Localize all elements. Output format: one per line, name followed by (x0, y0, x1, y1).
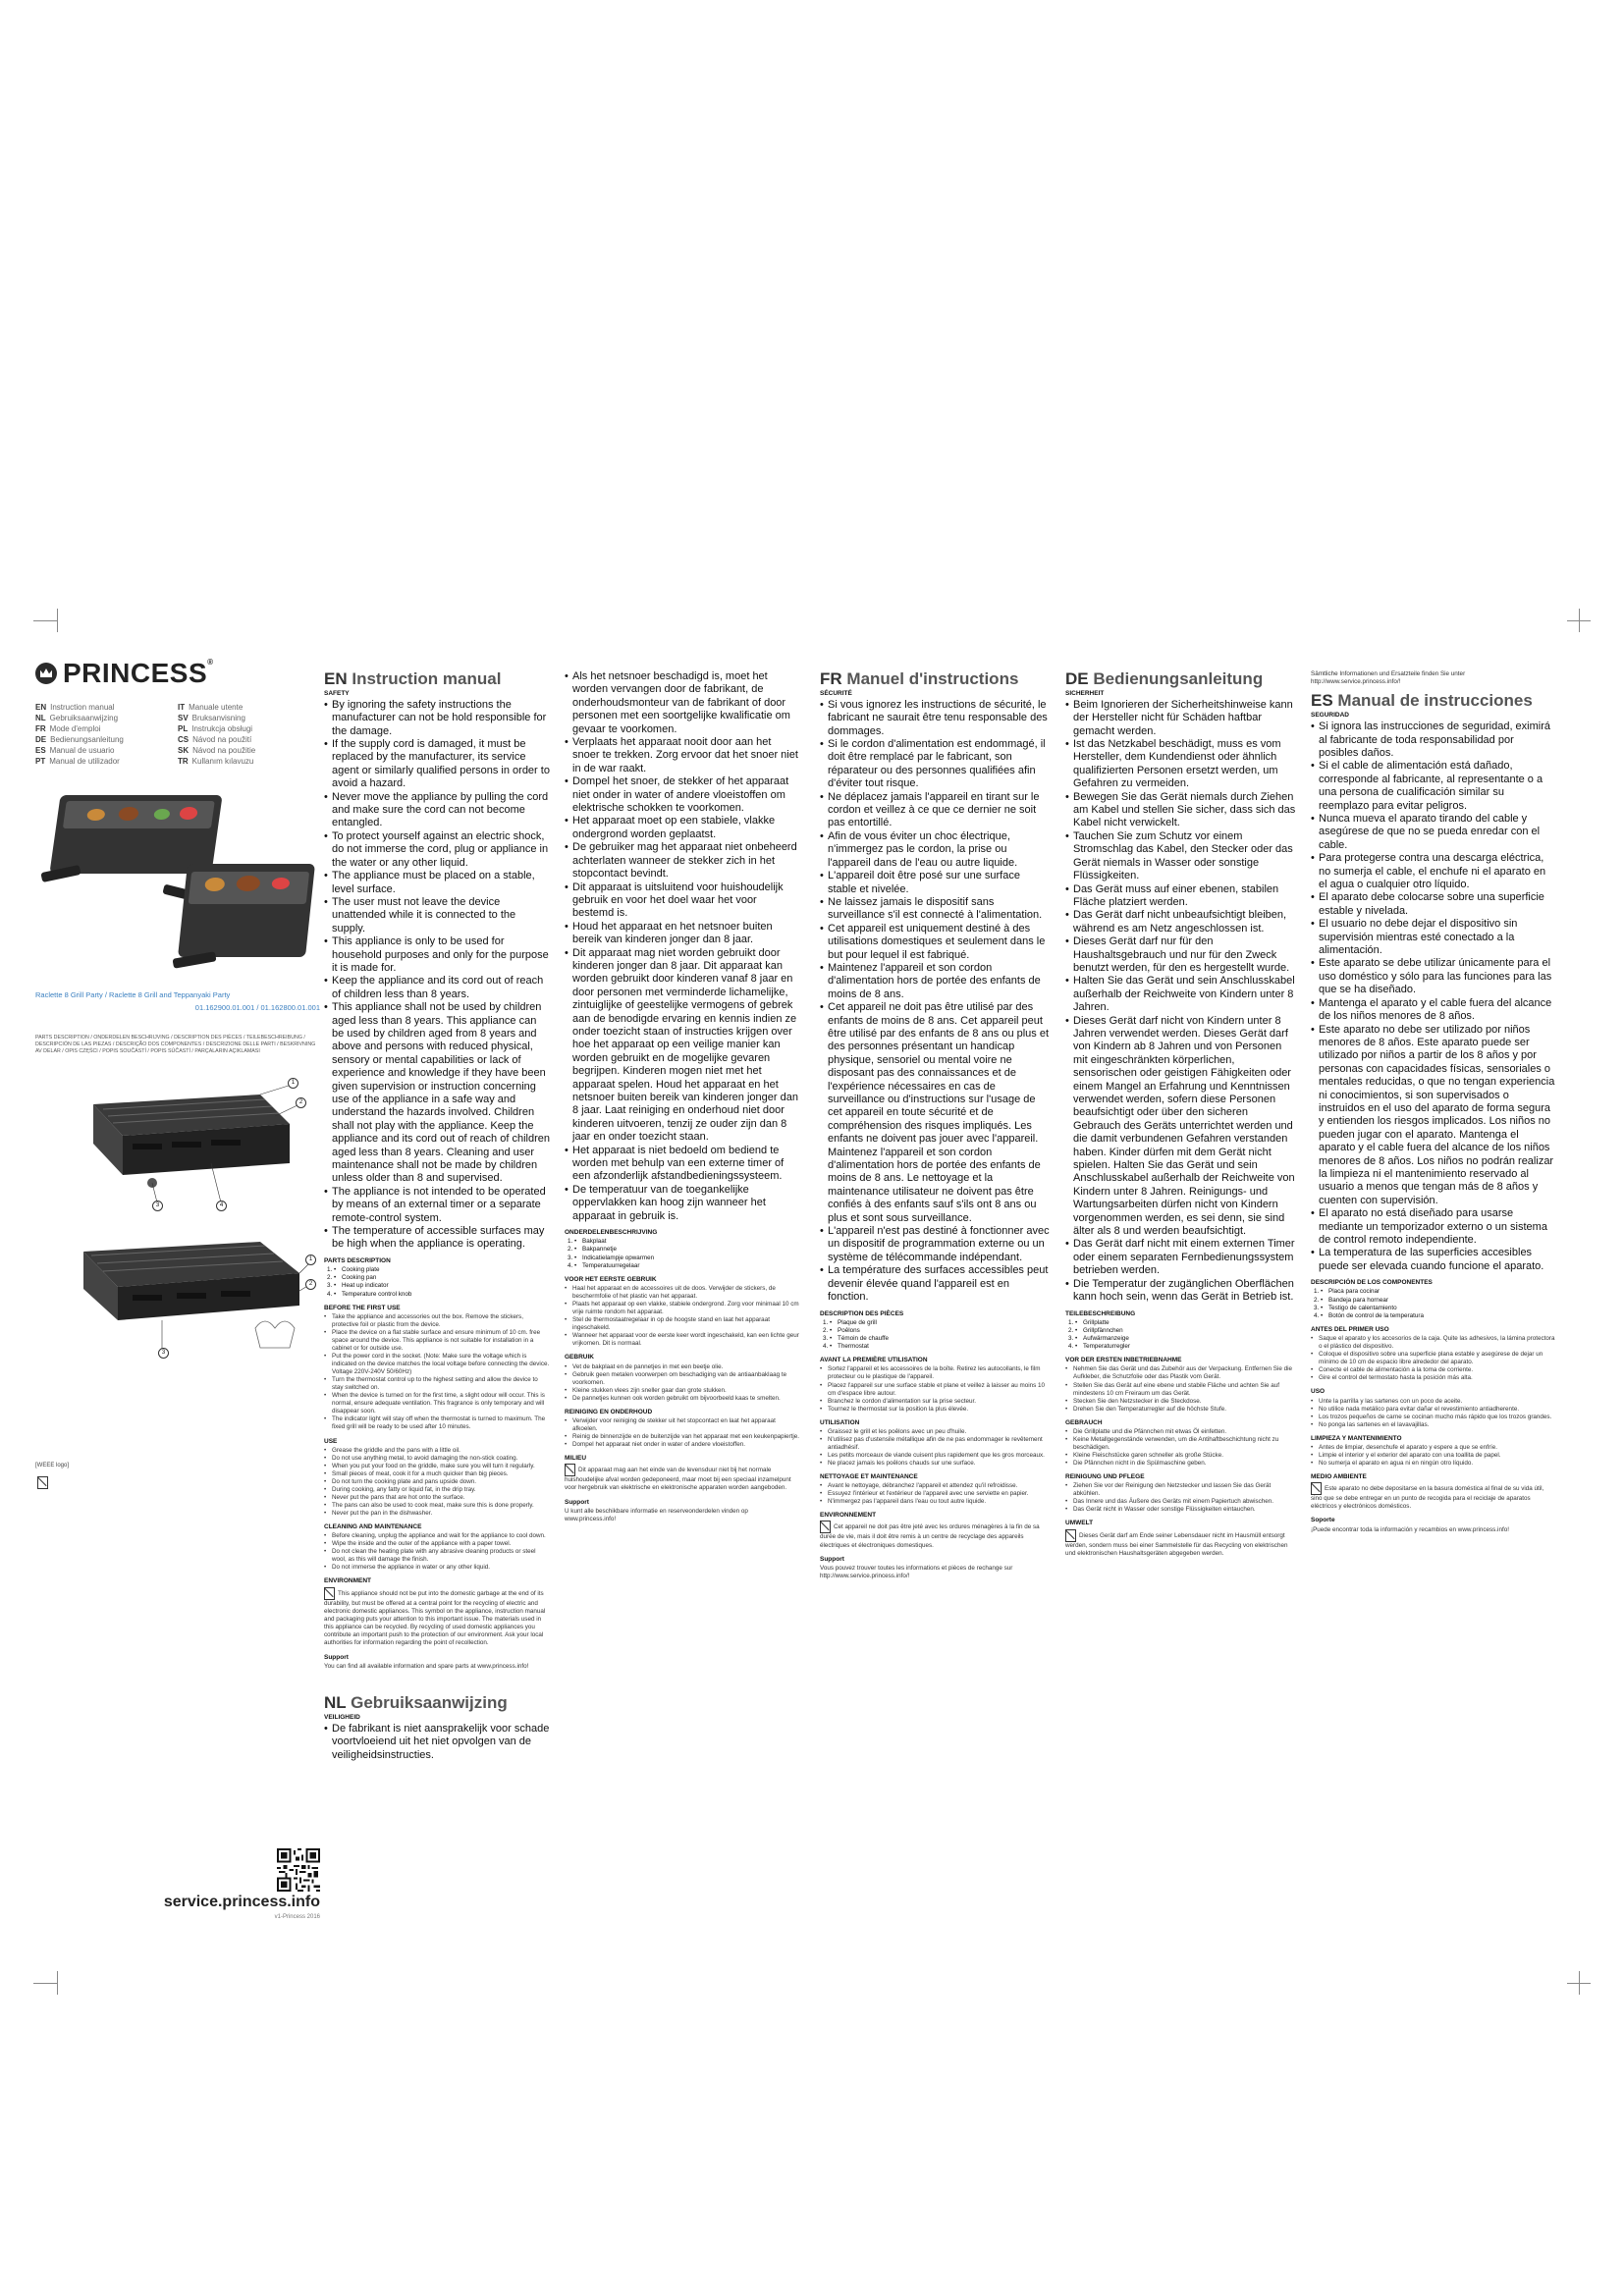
list-item: • To protect yourself against an electric shock, do not immerse the cord, plug or appliance in the water or any other liquid. (324, 830, 550, 870)
list-item: • Dompel het snoer, de stekker of het apparaat niet onder in water of andere vloeistoffen om elektrische schokken te voorkomen. (565, 775, 800, 815)
list-item: • Drehen Sie den Temperaturregler auf die höchste Stufe. (1065, 1406, 1296, 1414)
list-item: • This appliance shall not be used by children aged less than 8 years. This appliance can be used by children aged from 8 years and above and persons with reduced physical, sensory or mental capabilities or lack of experience and knowledge if they have been given supervision or instruction concerning use of the appliance in a safe way and understand the hazards involved. Children shall not play with the appliance. Keep the appliance and its cord out of reach of children aged less than 8 years. Cleaning and user maintenance shall not be made by children unless older than 8 and supervised. (324, 1001, 550, 1186)
nl-before-heading: VOOR HET EERSTE GEBRUIK (565, 1275, 657, 1283)
crop-mark (33, 620, 57, 621)
list-item: • Do not clean the heating plate with any abrasive cleaning products or steel wool, as this will damage the finish. (324, 1548, 550, 1564)
nl-before-list (565, 1285, 800, 1348)
nl-parts-list (565, 1238, 800, 1270)
list-item: • Limpie el interior y el exterior del aparato con una toallita de papel. (1311, 1452, 1556, 1460)
nl-use-heading: GEBRUIK (565, 1354, 594, 1362)
list-item: • Graissez le grill et les poêlons avec un peu d'huile. (820, 1428, 1051, 1436)
language-item (178, 735, 320, 744)
list-item: • 1. Bakplaat (574, 1238, 800, 1246)
list-item: • Dit apparaat is uitsluitend voor huishoudelijk gebruik en voor het doel waar het voor bestemd is. (565, 881, 800, 921)
es-cleaning-heading: LIMPIEZA Y MANTENIMIENTO (1311, 1434, 1402, 1442)
language-name: Gebruiksaanwijzing (49, 714, 119, 722)
en-cleaning-heading: CLEANING AND MAINTENANCE (324, 1523, 422, 1531)
en-support-text: You can find all available information and spare parts at www.princess.info! (324, 1662, 529, 1670)
product-name: Raclette 8 Grill Party / Raclette 8 Grill and Teppanyaki Party (35, 990, 231, 999)
list-item: • Die Temperatur der zugänglichen Oberflächen kann hoch sein, wenn das Gerät in Betrieb ist. (1065, 1278, 1296, 1305)
de-parts-list (1065, 1319, 1296, 1352)
list-item: • Tournez le thermostat sur la position la plus élevée. (820, 1406, 1051, 1414)
list-item: • 4. Thermostat (830, 1343, 1051, 1351)
list-item: • No ponga las sartenes en el lavavajillas. (1311, 1421, 1556, 1429)
language-code: PT (35, 757, 46, 766)
language-name: Instrukcja obsługi (191, 724, 253, 733)
es-support-heading: Soporte (1311, 1517, 1335, 1524)
list-item: • 1. Cooking plate (334, 1266, 550, 1274)
fr-parts-heading: DESCRIPTION DES PIÈCES (820, 1309, 904, 1317)
language-item (178, 724, 320, 733)
list-item: • Do not use anything metal, to avoid damaging the non-stick coating. (324, 1455, 550, 1463)
en-parts-heading: PARTS DESCRIPTION (324, 1256, 391, 1264)
list-item: • Small pieces of meat, cook it for a much quicker than big pieces. (324, 1470, 550, 1478)
list-item: • Dieses Gerät darf nur für den Haushaltsgebrauch und nur für den Zweck benutzt werden, für den es hergestellt wurde. (1065, 935, 1296, 975)
de-support-text: Sämtliche Informationen und Ersatzteile finden Sie unter http://www.service.princess.info/! (1311, 670, 1466, 686)
list-item: • Das Gerät muss auf einer ebenen, stabilen Fläche platziert werden. (1065, 883, 1296, 910)
es-before-list (1311, 1335, 1556, 1382)
language-item (178, 757, 320, 766)
brand-name: PRINCESS (63, 658, 208, 688)
list-item: • Dit apparaat mag niet worden gebruikt door kinderen jonger dan 8 jaar. Dit apparaat kan worden gebruikt door kinderen vanaf 8 jaar en door personen met verminderde lichamelijke, zintuiglijke of geestelijke vermogens of gebrek aan de benodigde ervaring en kennis indien ze onder toezicht staan of instructies krijgen over hoe het apparaat op een veilige manier kan worden gebruikt en de mogelijke gevaren begrijpen. Kinderen mogen niet met het apparaat spelen. Houd het apparaat en het netsnoer buiten bereik van kinderen jonger dan 8 jaar. Laat reiniging en onderhoud niet door kinderen uitvoeren, tenzij ze ouder zijn dan 8 jaar en onder toezicht staan. (565, 947, 800, 1145)
list-item: • 2. Grillpfännchen (1075, 1327, 1296, 1335)
crop-mark (1579, 609, 1580, 632)
language-item (178, 703, 320, 712)
list-item: • The appliance is not intended to be operated by means of an external timer or a separate remote-control system. (324, 1186, 550, 1225)
fr-safety-heading: SÉCURITÉ (820, 689, 852, 697)
list-item: • No utilice nada metálico para evitar dañar el revestimiento antiadherente. (1311, 1406, 1556, 1414)
list-item: • Afin de vous éviter un choc électrique, n'immergez pas le cordon, la prise ou l'appareil dans de l'eau ou autre liquide. (820, 830, 1051, 870)
list-item: • Coloque el dispositivo sobre una superficie plana estable y asegúrese de dejar un mínimo de 10 cm de espacio libre alrededor del aparato. (1311, 1351, 1556, 1366)
list-item: • Ne laissez jamais le dispositif sans surveillance s'il est connecté à l'alimentation. (820, 896, 1051, 923)
list-item: • By ignoring the safety instructions the manufacturer can not be hold responsible for the damage. (324, 699, 550, 738)
es-parts-heading: DESCRIPCIÓN DE LOS COMPONENTES (1311, 1279, 1433, 1287)
callout-1: 1 (288, 1078, 298, 1089)
fr-cleaning-list (820, 1482, 1051, 1506)
list-item: • Verwijder voor reiniging de stekker uit het stopcontact en laat het apparaat afkoelen. (565, 1417, 800, 1433)
de-parts-heading: TEILEBESCHREIBUNG (1065, 1309, 1136, 1317)
list-item: • Sortez l'appareil et les accessoires de la boîte. Retirez les autocollants, le film protecteur ou le plastique de l'appareil. (820, 1365, 1051, 1381)
list-item: • 2. Bakpannetje (574, 1246, 800, 1254)
list-item: • 4. Temperatuurregelaar (574, 1262, 800, 1270)
list-item: • Bewegen Sie das Gerät niemals durch Ziehen am Kabel und stellen Sie sicher, dass sich das Kabel nicht verwickelt. (1065, 791, 1296, 830)
list-item: • L'appareil n'est pas destiné à fonctionner avec un dispositif de programmation externe ou un système de télécommande indépendant. (820, 1225, 1051, 1264)
de-safety-heading: SICHERHEIT (1065, 689, 1105, 697)
language-name: Manuale utente (189, 703, 244, 712)
de-use-heading: GEBRAUCH (1065, 1418, 1103, 1426)
en-environment-heading: ENVIRONMENT (324, 1577, 372, 1585)
language-code: SK (178, 746, 189, 755)
nl-cleaning-list (565, 1417, 800, 1449)
list-item: • Si le cordon d'alimentation est endommagé, il doit être remplacé par le fabricant, son réparateur ou des personnes qualifiées afin d'éviter tout risque. (820, 738, 1051, 791)
language-name: Manual de utilizador (49, 757, 120, 766)
crop-mark (57, 1971, 58, 1995)
es-environment-text: Este aparato no debe depositarse en la basura doméstica al final de su vida útil, sino que se debe entregar en un punto de recogida para el reciclaje de aparatos eléctricos y electrónicos domésticos. (1311, 1482, 1556, 1511)
es-cleaning-list (1311, 1444, 1556, 1468)
es-before-heading: ANTES DEL PRIMER USO (1311, 1326, 1389, 1334)
brand-logo (35, 658, 214, 689)
list-item: • Never move the appliance by pulling the cord and make sure the cord can not become entangled. (324, 791, 550, 830)
es-use-list (1311, 1398, 1556, 1429)
de-environment-text: Dieses Gerät darf am Ende seiner Lebensdauer nicht im Hausmüll entsorgt werden, sondern muss bei einer Sammelstelle für das Recycling von elektrischen und elektronischen Haushaltsgeräten abgegeben werden. (1065, 1529, 1296, 1558)
list-item: • Beim Ignorieren der Sicherheitshinweise kann der Hersteller nicht für Schäden haftbar gemacht werden. (1065, 699, 1296, 738)
en-use-heading: USE (324, 1437, 338, 1445)
list-item: • Ziehen Sie vor der Reinigung den Netzstecker und lassen Sie das Gerät abkühlen. (1065, 1482, 1296, 1498)
fr-parts-list (820, 1319, 1051, 1352)
list-item: • Los trozos pequeños de carne se cocinan mucho más rápido que los trozos grandes. (1311, 1414, 1556, 1421)
teppanyaki-drawing (64, 1212, 319, 1364)
nl-section-title: NL Gebruiksaanwijzing (324, 1692, 508, 1712)
en-use-list (324, 1447, 550, 1518)
list-item: • Stellen Sie das Gerät auf eine ebene und stabile Fläche und achten Sie auf mindestens 10 cm Freiraum um das Gerät. (1065, 1382, 1296, 1398)
es-parts-list (1311, 1288, 1556, 1320)
list-item: • The indicator light will stay off when the thermostat is turned to maximum. The fixed grill will be ready to be used after 10 minutes. (324, 1415, 550, 1431)
fr-use-heading: UTILISATION (820, 1418, 860, 1426)
list-item: • La température des surfaces accessibles peut devenir élevée quand l'appareil est en fonction. (820, 1264, 1051, 1304)
list-item: • Stel de thermostaatregelaar in op de hoogste stand en laat het apparaat ingeschakeld. (565, 1316, 800, 1332)
list-item: • Este aparato no debe ser utilizado por niños menores de 8 años. Este aparato puede ser utilizado por niños a partir de los 8 años y por personas con capacidades físicas, sensoriales o mentales reducidas, o que no tengan experiencia ni conocimientos, si son supervisados o instruidos en el uso del aparato de forma segura y entienden los riesgos implicados. Los niños no pueden jugar con el aparato. Mantenga el aparato y el cable fuera del alcance de los niños menores de 8 años. Los niños no podrán realizar la limpieza ni el mantenimiento reservado al usuario a menos que tengan más de 8 años y cuenten con supervisión. (1311, 1024, 1556, 1208)
list-item: • Houd het apparaat en het netsnoer buiten bereik van kinderen jonger dan 8 jaar. (565, 921, 800, 947)
list-item: • Antes de limpiar, desenchufe el aparato y espere a que se enfríe. (1311, 1444, 1556, 1452)
list-item: • 3. Aufwärmanzeige (1075, 1335, 1296, 1343)
fr-cleaning-heading: NETTOYAGE ET MAINTENANCE (820, 1473, 918, 1481)
de-before-heading: VOR DER ERSTEN INBETRIEBNAHME (1065, 1357, 1182, 1364)
language-item (35, 714, 178, 722)
fr-support-heading: Support (820, 1555, 844, 1563)
list-item: • Si ignora las instrucciones de seguridad, eximirá al fabricante de toda responsabilidad por posibles daños. (1311, 721, 1556, 760)
de-cleaning-list (1065, 1482, 1296, 1514)
en-cleaning-list (324, 1532, 550, 1572)
de-safety-list (1065, 699, 1296, 1305)
list-item: • Halten Sie das Gerät und sein Anschlusskabel außerhalb der Reichweite von Kindern unter 8 Jahren. (1065, 975, 1296, 1014)
fr-support-text: Vous pouvez trouver toutes les informations et pièces de rechange sur http://www.service.princess.info/! (820, 1564, 1013, 1580)
list-item: • Si el cable de alimentación está dañado, corresponde al fabricante, al representante o a una persona de cualificación similar su reemplazo para evitar peligros. (1311, 760, 1556, 813)
list-item: • 3. Testigo de calentamiento (1321, 1305, 1556, 1312)
list-item: • Nunca mueva el aparato tirando del cable y asegúrese de que no se pueda enredar con el cable. (1311, 813, 1556, 852)
language-name: Návod na použitie (192, 746, 256, 755)
language-item (35, 757, 178, 766)
list-item: • When you put your food on the griddle, make sure you will turn it regularly. (324, 1463, 550, 1470)
list-item: • The user must not leave the device unattended while it is connected to the supply. (324, 896, 550, 935)
list-item: • Never put the pan in the dishwasher. (324, 1510, 550, 1518)
language-name: Mode d'emploi (49, 724, 101, 733)
list-item: • El aparato no está diseñado para usarse mediante un temporizador externo o un sistema de control remoto independiente. (1311, 1207, 1556, 1247)
de-environment-heading: UMWELT (1065, 1520, 1094, 1527)
list-item: • Das Innere und das Äußere des Geräts mit einem Papiertuch abwischen. (1065, 1498, 1296, 1506)
list-item: • 2. Bandeja para hornear (1321, 1297, 1556, 1305)
nl-support-heading: Support (565, 1498, 589, 1506)
fr-safety-list (820, 699, 1051, 1305)
list-item: • L'appareil doit être posé sur une surface stable et nivelée. (820, 870, 1051, 896)
en-column (324, 670, 550, 1976)
nl-safety-list-start (324, 1723, 550, 1762)
list-item: • Gebruik geen metalen voorwerpen om beschadiging van de antiaanbaklaag te voorkomen. (565, 1371, 800, 1387)
list-item: • Het apparaat is niet bedoeld om bediend te worden met behulp van een externe timer of een afzonderlijk afstandbedieningssysteem. (565, 1145, 800, 1184)
de-before-list (1065, 1365, 1296, 1413)
language-code: EN (35, 703, 47, 712)
waste-bin-icon (1311, 1482, 1322, 1495)
language-code: ES (35, 746, 46, 755)
language-item (35, 746, 178, 755)
list-item: • Het apparaat moet op een stabiele, vlakke ondergrond worden geplaatst. (565, 815, 800, 841)
fr-environment-text: Cet appareil ne doit pas être jeté avec les ordures ménagères à la fin de sa durée de vie, mais il doit être remis à un centre de recyclage des appareils électriques et électroniques domestiques. (820, 1521, 1051, 1549)
list-item: • Avant le nettoyage, débranchez l'appareil et attendez qu'il refroidisse. (820, 1482, 1051, 1490)
list-item: • Stecken Sie den Netzstecker in die Steckdose. (1065, 1398, 1296, 1406)
en-support-heading: Support (324, 1653, 349, 1661)
list-item: • 1. Plaque de grill (830, 1319, 1051, 1327)
de-section-title: DE Bedienungsanleitung (1065, 670, 1264, 688)
list-item: • Tauchen Sie zum Schutz vor einem Stromschlag das Kabel, den Stecker oder das Gerät niemals in Wasser oder sonstige Flüssigkeiten. (1065, 830, 1296, 883)
list-item: • This appliance is only to be used for household purposes and only for the purpose it is made for. (324, 935, 550, 975)
list-item: • During cooking, any fatty or liquid fat, in the drip tray. (324, 1486, 550, 1494)
list-item: • Ne déplacez jamais l'appareil en tirant sur le cordon et veillez à ce que ce dernier ne soit pas entortillé. (820, 791, 1051, 830)
list-item: • Before cleaning, unplug the appliance and wait for the appliance to cool down. (324, 1532, 550, 1540)
es-section-title: ES Manual de instrucciones (1311, 691, 1533, 711)
list-item: • Do not turn the cooking plate and pans upside down. (324, 1478, 550, 1486)
raclette-drawing (64, 1065, 319, 1212)
fr-environment-heading: ENVIRONNEMENT (820, 1512, 877, 1520)
list-item: • 4. Temperaturregler (1075, 1343, 1296, 1351)
waste-bin-icon (37, 1474, 51, 1492)
es-safety-heading: SEGURIDAD (1311, 712, 1350, 720)
product-photo (35, 790, 320, 987)
language-name: Bedienungsanleitung (50, 735, 124, 744)
list-item: • 4. Botón de control de la temperatura (1321, 1312, 1556, 1320)
nl-environment-heading: MILIEU (565, 1455, 587, 1463)
crop-mark (1579, 1971, 1580, 1995)
list-item: • Dompel het apparaat niet onder in water of andere vloeistoffen. (565, 1441, 800, 1449)
callout-4: 4 (216, 1201, 227, 1211)
registered-mark: ® (207, 658, 214, 667)
nl-parts-heading: ONDERDELENBESCHRIJVING (565, 1229, 658, 1237)
list-item: • Dieses Gerät darf nicht von Kindern unter 8 Jahren verwendet werden. Dieses Gerät darf von Kindern ab 8 Jahren und von Personen mit eingeschränkten körperlichen, sensorischen oder geistigen Fähigkeiten oder einem Mangel an Erfahrung und Kenntnissen verwendet werden, sofern diese Personen beaufsichtigt oder über den sicheren Gebrauch des Geräts unterrichtet werden und die damit verbundenen Gefahren verstanden haben. Kinder dürfen mit dem Gerät nicht spielen. Halten Sie das Gerät und sein Anschlusskabel außerhalb der Reichweite von Kindern unter 8 Jahren. Reinigungs- und Wartungsarbeiten dürfen nicht von Kindern vorgenommen werden, es sei denn, sie sind älter als 8 und werden beaufsichtigt. (1065, 1015, 1296, 1239)
list-item: • Als het netsnoer beschadigd is, moet het worden vervangen door de fabrikant, de onderhoudsmonteur van de fabrikant of door personen met een soortgelijke kwalificatie om gevaar te voorkomen. (565, 670, 800, 736)
list-item: • Placez l'appareil sur une surface stable et plane et veillez à laisser au moins 10 cm d'espace libre autour. (820, 1382, 1051, 1398)
list-item: • El aparato debe colocarse sobre una superficie estable y nivelada. (1311, 891, 1556, 918)
nl-column (565, 670, 800, 1976)
list-item: • Plaats het apparaat op een vlakke, stabiele ondergrond. Zorg voor minimaal 10 cm vrije ruimte rondom het apparaat. (565, 1301, 800, 1316)
callout-2: 2 (296, 1097, 306, 1108)
en-parts-list (324, 1266, 550, 1299)
en-before-heading: BEFORE THE FIRST USE (324, 1304, 401, 1311)
list-item: • Keine Metallgegenstände verwenden, um die Antihaftbeschichtung nicht zu beschädigen. (1065, 1436, 1296, 1452)
list-item: • Unte la parrilla y las sartenes con un poco de aceite. (1311, 1398, 1556, 1406)
nl-support-text: U kunt alle beschikbare informatie en reserveonderdelen vinden op www.princess.info! (565, 1507, 748, 1522)
language-name: Manual de usuario (49, 746, 115, 755)
list-item: • Ne placez jamais les poêlons chauds sur une surface. (820, 1460, 1051, 1468)
language-item (178, 746, 320, 755)
list-item: • Nehmen Sie das Gerät und das Zubehör aus der Verpackung. Entfernen Sie die Aufkleber, die Schutzfolie oder das Plastik vom Gerät. (1065, 1365, 1296, 1381)
language-item (35, 735, 178, 744)
list-item: • If the supply cord is damaged, it must be replaced by the manufacturer, its service agent or similarly qualified persons in order to avoid a hazard. (324, 738, 550, 791)
language-code: FR (35, 724, 46, 733)
callout-3: 3 (152, 1201, 163, 1211)
model-numbers: 01.162900.01.001 / 01.162800.01.001 (194, 1003, 320, 1012)
es-use-heading: USO (1311, 1388, 1326, 1396)
waste-bin-icon (324, 1587, 335, 1600)
list-item: • Verplaats het apparaat nooit door aan het snoer te trekken. Zorg ervoor dat het snoer niet in de war raakt. (565, 736, 800, 775)
language-name: Bruksanvisning (191, 714, 245, 722)
list-item: • El usuario no debe dejar el dispositivo sin supervisión mientras esté conectado a la alimentación. (1311, 918, 1556, 957)
en-safety-heading: SAFETY (324, 689, 350, 697)
language-code: CS (178, 735, 189, 744)
list-item: • Place the device on a flat stable surface and ensure minimum of 10 cm. free space around the device. This appliance is not suitable for installation in a cabinet or for outside use. (324, 1329, 550, 1353)
list-item: • Les petits morceaux de viande cuisent plus rapidement que les gros morceaux. (820, 1452, 1051, 1460)
de-cleaning-heading: REINIGUNG UND PFLEGE (1065, 1473, 1145, 1481)
list-item: • N'immergez pas l'appareil dans l'eau ou tout autre liquide. (820, 1498, 1051, 1506)
list-item: • Die Grillplatte und die Pfännchen mit etwas Öl einfetten. (1065, 1428, 1296, 1436)
en-before-list (324, 1313, 550, 1432)
de-column (1065, 670, 1296, 1976)
list-item: • Wipe the inside and the outer of the appliance with a paper towel. (324, 1540, 550, 1548)
list-item: • De pannetjes kunnen ook worden gebruikt om bijvoorbeeld kaas te smelten. (565, 1395, 800, 1403)
waste-bin-icon (1065, 1529, 1076, 1542)
en-section-title: EN Instruction manual (324, 670, 502, 688)
list-item: • N'utilisez pas d'ustensile métallique afin de ne pas endommager le revêtement antiadhésif. (820, 1436, 1051, 1452)
language-code: SV (178, 714, 189, 722)
list-item: • Si vous ignorez les instructions de sécurité, le fabricant ne saurait être tenu responsable des dommages. (820, 699, 1051, 738)
list-item: • Grease the griddle and the pans with a little oil. (324, 1447, 550, 1455)
language-code: PL (178, 724, 189, 733)
fr-before-heading: AVANT LA PREMIÈRE UTILISATION (820, 1357, 928, 1364)
language-code: IT (178, 703, 186, 712)
callout-3: 3 (158, 1348, 169, 1359)
nl-safety-heading: VEILIGHEID (324, 1713, 360, 1721)
list-item: • Gire el control del termostato hasta la posición más alta. (1311, 1374, 1556, 1382)
fr-use-list (820, 1428, 1051, 1468)
list-item: • The temperature of accessible surfaces may be high when the appliance is operating. (324, 1225, 550, 1252)
list-item: • Vet de bakplaat en de pannetjes in met een beetje olie. (565, 1363, 800, 1371)
list-item: • Keep the appliance and its cord out of reach of children less than 8 years. (324, 975, 550, 1001)
list-item: • De fabrikant is niet aansprakelijk voor schade voortvloeiend uit het niet opvolgen van de veiligheidsinstructies. (324, 1723, 550, 1762)
list-item: • Cet appareil est uniquement destiné à des utilisations domestiques et seulement dans le but pour lequel il est fabriqué. (820, 923, 1051, 962)
list-item: • Reinig de binnenzijde en de buitenzijde van het apparaat met een keukenpapiertje. (565, 1433, 800, 1441)
list-item: • Ist das Netzkabel beschädigt, muss es vom Hersteller, dem Kundendienst oder ähnlich qualifizierten Personen ersetzt werden, um Gefahren zu vermeiden. (1065, 738, 1296, 791)
parts-diagram-raclette (64, 1065, 319, 1212)
language-code: TR (178, 757, 189, 766)
en-safety-list (324, 699, 550, 1252)
fr-section-title: FR Manuel d'instructions (820, 670, 1019, 688)
list-item: • Die Pfännchen nicht in die Spülmaschine geben. (1065, 1460, 1296, 1468)
callout-2: 2 (305, 1279, 316, 1290)
list-item: • Kleine stukken vlees zijn sneller gaar dan grote stukken. (565, 1387, 800, 1395)
language-item (178, 714, 320, 722)
language-name: Návod na použití (192, 735, 252, 744)
list-item: • Turn the thermostat control up to the highest setting and allow the device to stay switched on. (324, 1376, 550, 1392)
list-item: • Maintenez l'appareil et son cordon d'alimentation hors de portée des enfants de moins de 8 ans. (820, 962, 1051, 1001)
language-item (35, 703, 178, 712)
list-item: • Conecte el cable de alimentación a la toma de corriente. (1311, 1366, 1556, 1374)
list-item: • Das Gerät nicht in Wasser oder sonstige Flüssigkeiten eintauchen. (1065, 1506, 1296, 1514)
parts-diagram-teppanyaki (64, 1212, 319, 1364)
es-environment-heading: MEDIO AMBIENTE (1311, 1473, 1367, 1481)
list-item: • Para protegerse contra una descarga eléctrica, no sumerja el cable, el enchufe ni el aparato en el agua o cualquier otro líquido. (1311, 852, 1556, 891)
list-item: • The appliance must be placed on a stable, level surface. (324, 870, 550, 896)
list-item: • Never put the pans that are hot onto the surface. (324, 1494, 550, 1502)
raclette-grill-image (178, 864, 315, 957)
list-item: • 3. Heat up indicator (334, 1282, 550, 1290)
list-item: • The pans can also be used to cook meat, make sure this is done properly. (324, 1502, 550, 1510)
list-item: • 3. Témoin de chauffe (830, 1335, 1051, 1343)
list-item: • 3. Indicatielampje opwarmen (574, 1255, 800, 1262)
list-item: • Put the power cord in the socket. (Note: Make sure the voltage which is indicated on the device matches the local voltage before connecting the device. Voltage 220V-240V 50/60Hz) (324, 1353, 550, 1376)
service-url[interactable]: service.princess.info (163, 1894, 320, 1910)
weee-label: [WEEE logo] (35, 1463, 70, 1468)
list-item: • La temperatura de las superficies accesibles puede ser elevada cuando funcione el aparato. (1311, 1247, 1556, 1273)
fr-column (820, 670, 1051, 1976)
list-item: • Este aparato se debe utilizar únicamente para el uso doméstico y sólo para las funciones para las que se ha diseñado. (1311, 957, 1556, 996)
en-environment-text: This appliance should not be put into the domestic garbage at the end of its durability, but must be offered at a central point for the recycling of electric and electronic domestic appliances. This symbol on the appliance, instruction manual and packaging puts your attention to this important issue. The materials used in this appliance can be recycled. By recycling of used domestic appliances you contribute an important push to the protection of our environment. Ask your local authorities for information regarding the point of recollection. (324, 1587, 550, 1648)
list-item: • Mantenga el aparato y el cable fuera del alcance de los niños menores de 8 años. (1311, 997, 1556, 1024)
fr-before-list (820, 1365, 1051, 1413)
language-name: Kullanım kılavuzu (191, 757, 254, 766)
list-item: • Saque el aparato y los accesorios de la caja. Quite las adhesivos, la lámina protectora o el plástico del dispositivo. (1311, 1335, 1556, 1351)
list-item: • Essuyez l'intérieur et l'extérieur de l'appareil avec une serviette en papier. (820, 1490, 1051, 1498)
list-item: • 2. Cooking pan (334, 1274, 550, 1282)
list-item: • 4. Temperature control knob (334, 1291, 550, 1299)
crop-mark (33, 1983, 57, 1984)
list-item: • No sumerja el aparato en agua ni en ningún otro líquido. (1311, 1460, 1556, 1468)
nl-cleaning-heading: REINIGING EN ONDERHOUD (565, 1408, 653, 1415)
list-item: • Cet appareil ne doit pas être utilisé par des enfants de moins de 8 ans. Cet appareil peut être utilisé par des enfants de 8 ans ou plus et des personnes présentant un handicap physique, sensoriel ou mental voire ne disposant pas des connaissances et de l'expérience nécessaires en cas de surveillance ou d'instructions sur l'usage de cet appareil en toute sécurité et de compréhension des risques impliqués. Les enfants ne doivent pas jouer avec l'appareil. Maintenez l'appareil et son cordon d'alimentation hors de portée des enfants de moins de 8 ans. Le nettoyage et la maintenance utilisateur ne doivent pas être confiés à des enfants sauf s'ils ont 8 ans ou plus et sont sous surveillance. (820, 1001, 1051, 1225)
nl-environment-text: Dit apparaat mag aan het einde van de levensduur niet bij het normale huishoudelijke afval worden gedeponeerd, maar moet bij een speciaal inzamelpunt voor hergebruik van elektrische en elektronische apparaten worden aangeboden. (565, 1464, 800, 1492)
list-item: • Take the appliance and accessories out the box. Remove the stickers, protective foil or plastic from the device. (324, 1313, 550, 1329)
list-item: • Kleine Fleischstücke garen schneller als große Stücke. (1065, 1452, 1296, 1460)
qr-code (277, 1848, 320, 1892)
es-safety-list (1311, 721, 1556, 1273)
callout-1: 1 (305, 1255, 316, 1265)
language-name: Instruction manual (50, 703, 115, 712)
list-item: • 2. Poêlons (830, 1327, 1051, 1335)
list-item: • Branchez le cordon d'alimentation sur la prise secteur. (820, 1398, 1051, 1406)
nl-use-list (565, 1363, 800, 1403)
list-item: • Das Gerät darf nicht unbeaufsichtigt bleiben, während es am Netz angeschlossen ist. (1065, 909, 1296, 935)
nl-safety-list (565, 670, 800, 1223)
list-item: • Haal het apparaat en de accessoires uit de doos. Verwijder de stickers, de beschermfolie of het plastic van het apparaat. (565, 1285, 800, 1301)
document-code: v1-Princess 2016 (274, 1914, 320, 1920)
waste-bin-icon (820, 1521, 831, 1533)
raclette-grill-image (49, 795, 222, 874)
parts-description-heading: PARTS DESCRIPTION / ONDERDELEN BESCHRIJVING / DESCRIPTION DES PIÈCES / TEILEBESCHREIBUNG / DESCRIPCIÓN DE LAS PIEZAS / DESCRIÇÃO DOS COMPONENTES / DESCRIZIONE DELLE PARTI / BESKRIVNING AV DELAR / OPIS CZĘŚCI / POPIS SOUČÁSTÍ / POPIS SÚČASTÍ / PARÇALARIN AÇIKLAMASI (35, 1035, 316, 1054)
language-code: NL (35, 714, 46, 722)
es-column (1311, 670, 1556, 1976)
es-support-text: ¡Puede encontrar toda la información y recambios en www.princess.info! (1311, 1525, 1509, 1533)
list-item: • De temperatuur van de toegankelijke oppervlakken kan hoog zijn wanneer het apparaat in gebruik is. (565, 1184, 800, 1223)
list-item: • 1. Placa para cocinar (1321, 1288, 1556, 1296)
list-item: • De gebruiker mag het apparaat niet onbeheerd achterlaten wanneer de stekker zich in het stopcontact bevindt. (565, 841, 800, 881)
list-item: • Das Gerät darf nicht mit einem externen Timer oder einem separaten Fernbedienungssystem betrieben werden. (1065, 1238, 1296, 1277)
language-code: DE (35, 735, 47, 744)
crop-mark (57, 609, 58, 632)
language-item (35, 724, 178, 733)
de-use-list (1065, 1428, 1296, 1468)
crown-icon (35, 663, 57, 684)
waste-bin-icon (565, 1464, 575, 1476)
language-list (35, 703, 320, 766)
list-item: • Do not immerse the appliance in water or any other liquid. (324, 1564, 550, 1572)
list-item: • Wanneer het apparaat voor de eerste keer wordt ingeschakeld, kan een lichte geur vrijkomen. Dit is normaal. (565, 1332, 800, 1348)
list-item: • 1. Grillplatte (1075, 1319, 1296, 1327)
list-item: • When the device is turned on for the first time, a slight odour will occur. This is normal, ensure adequate ventilation. This fragrance is only temporary and will disappear soon. (324, 1392, 550, 1415)
